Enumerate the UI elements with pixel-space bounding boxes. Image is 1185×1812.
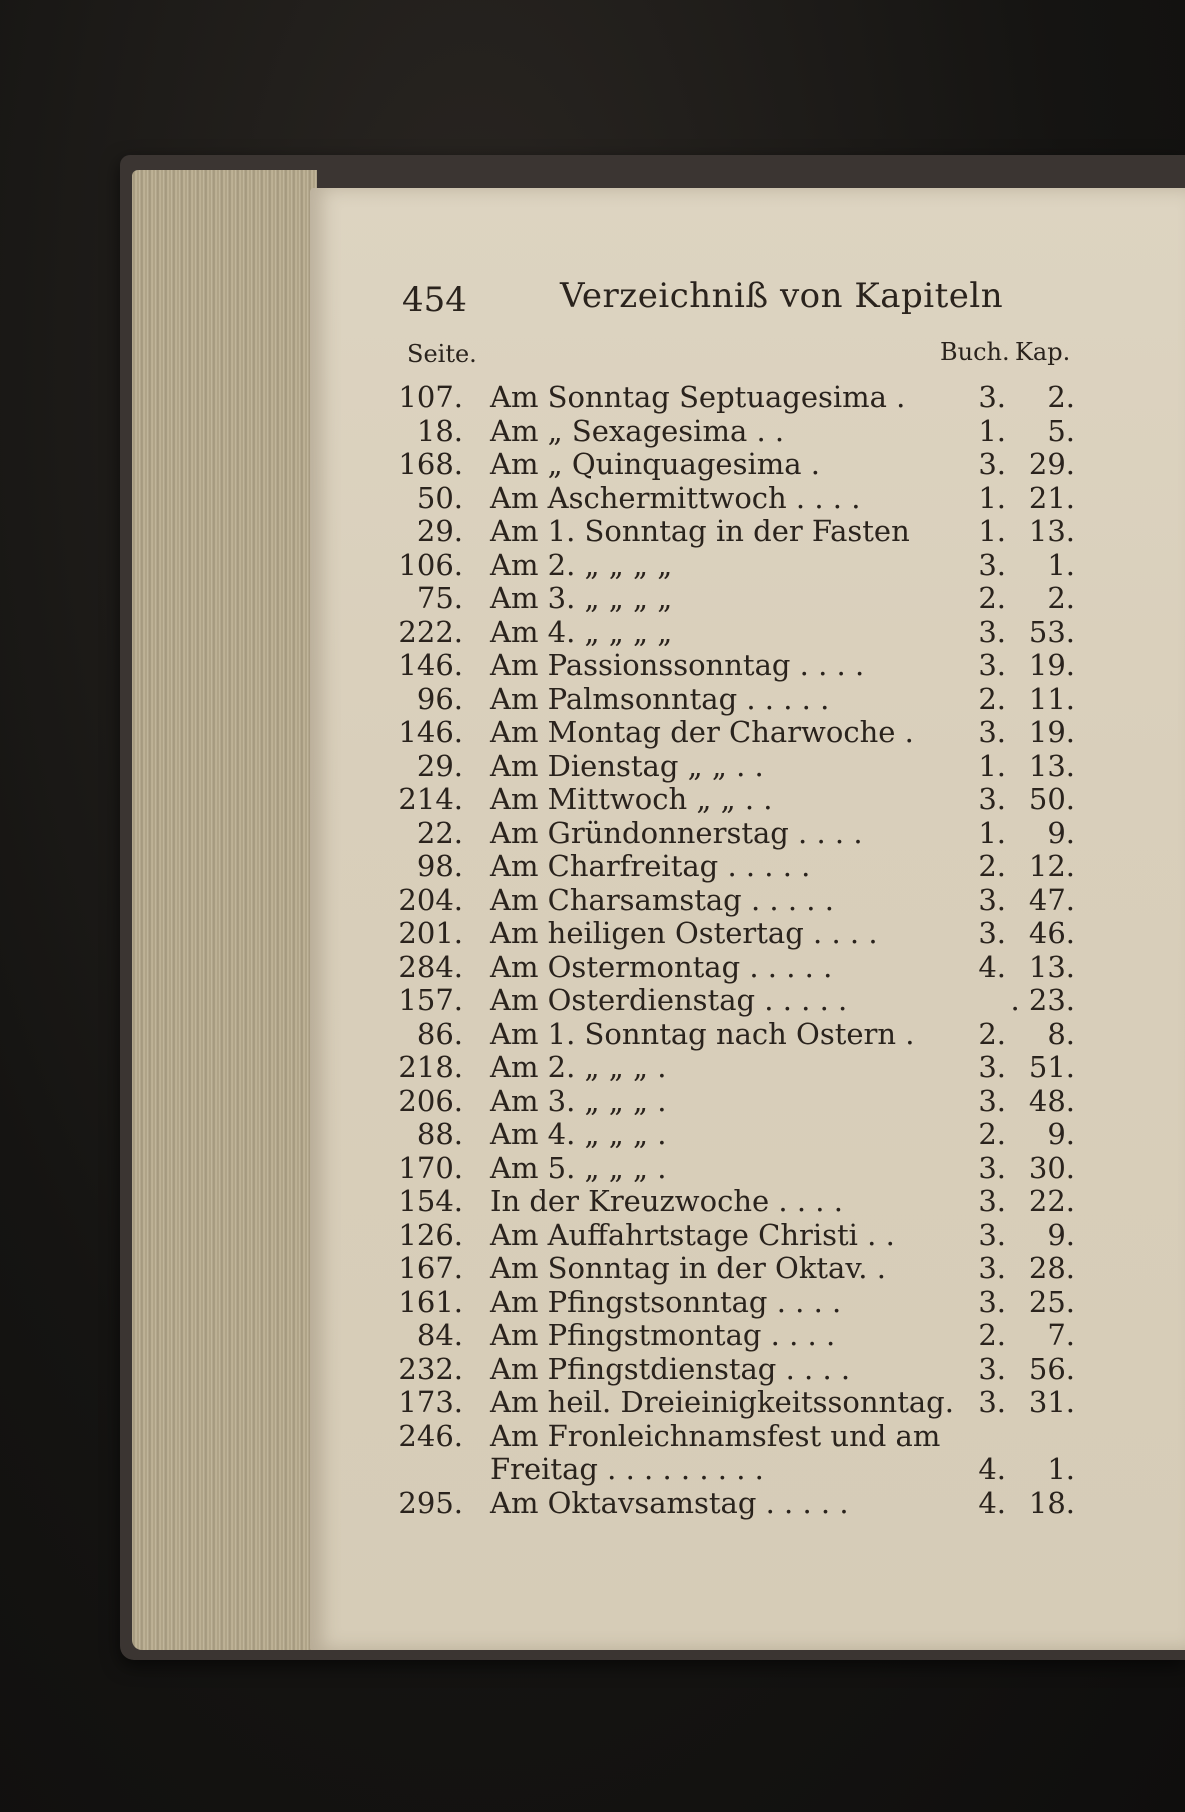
index-row xyxy=(0,447,1185,481)
entry-seite: 146. xyxy=(398,648,463,682)
column-header-buch: Buch. xyxy=(940,338,1010,366)
entry-seite: 29. xyxy=(416,514,463,548)
entry-seite: 157. xyxy=(398,983,463,1017)
index-row xyxy=(0,715,1185,749)
entry-title: Am 5. „ „ „ . xyxy=(490,1150,667,1185)
page-number: 454 xyxy=(402,280,467,320)
entry-buch: 3. xyxy=(978,1385,1006,1419)
entry-seite: 29. xyxy=(416,748,463,783)
index-row xyxy=(0,1017,1185,1051)
entry-seite: 75. xyxy=(416,581,463,615)
entry-title: Am Pfingstmontag . . . . xyxy=(490,1318,836,1352)
entry-seite: 218. xyxy=(398,1050,463,1084)
index-row xyxy=(0,1419,1185,1453)
index-row xyxy=(0,916,1185,950)
entry-kap: 25. xyxy=(1028,1284,1075,1319)
entry-title: Am Passionssonntag . . . . xyxy=(490,648,865,682)
index-row xyxy=(0,883,1185,917)
entry-kap: 13. xyxy=(1028,949,1075,984)
entry-kap: . 23. xyxy=(1010,983,1075,1017)
entry-kap: 11. xyxy=(1028,681,1075,716)
entry-kap: 2. xyxy=(1047,581,1075,615)
entry-buch: 3. xyxy=(978,614,1006,649)
index-row xyxy=(0,849,1185,883)
index-row xyxy=(0,1352,1185,1386)
entry-buch: 2. xyxy=(978,849,1006,883)
entry-seite: 167. xyxy=(398,1251,463,1285)
entry-buch: 3. xyxy=(978,1251,1006,1285)
entry-kap: 47. xyxy=(1028,882,1075,917)
entry-seite: 161. xyxy=(398,1284,463,1319)
entry-kap: 19. xyxy=(1028,715,1075,749)
entry-kap: 1. xyxy=(1047,1452,1075,1486)
entry-buch: 3. xyxy=(978,380,1006,414)
entry-title: Am 4. „ „ „ „ xyxy=(490,614,673,649)
entry-seite: 168. xyxy=(398,447,463,481)
entry-title: Am Charfreitag . . . . . xyxy=(490,849,811,883)
index-row xyxy=(0,749,1185,783)
entry-seite: 106. xyxy=(398,547,463,582)
entry-title: Am Pfingstsonntag . . . . xyxy=(490,1284,842,1319)
index-row xyxy=(0,615,1185,649)
entry-title: Am Osterdienstag . . . . . xyxy=(490,983,848,1017)
index-row xyxy=(0,514,1185,548)
entry-seite: 222. xyxy=(398,614,463,649)
column-header-kap: Kap. xyxy=(1015,338,1071,366)
entry-kap: 53. xyxy=(1028,614,1075,649)
entry-kap: 13. xyxy=(1028,748,1075,783)
entry-title: Am Sonntag Septuagesima . xyxy=(490,380,906,414)
entry-title: Am Pfingstdienstag . . . . xyxy=(490,1351,851,1386)
entry-title: Freitag . . . . . . . . . xyxy=(490,1452,764,1486)
index-row xyxy=(0,1084,1185,1118)
entry-title: Am „ Sexagesima . . xyxy=(490,413,785,448)
entry-kap: 56. xyxy=(1028,1351,1075,1386)
entry-buch: 3. xyxy=(978,1184,1006,1218)
entry-title: Am Aschermittwoch . . . . xyxy=(490,480,861,515)
entry-title: Am Palmsonntag . . . . . xyxy=(490,681,830,716)
entry-kap: 1. xyxy=(1047,547,1075,582)
entry-buch: 3. xyxy=(978,1150,1006,1185)
entry-buch: 2. xyxy=(978,581,1006,615)
entry-seite: 22. xyxy=(416,815,463,850)
index-row xyxy=(0,1184,1185,1218)
index-row xyxy=(0,581,1185,615)
entry-seite: 173. xyxy=(398,1385,463,1419)
index-row xyxy=(0,682,1185,716)
index-row xyxy=(0,1218,1185,1252)
index-row xyxy=(0,1486,1185,1520)
entry-title: Am Montag der Charwoche . xyxy=(490,715,914,749)
entry-title: Am Mittwoch „ „ . . xyxy=(490,782,773,816)
entry-title: Am 3. „ „ „ . xyxy=(490,1083,667,1118)
entry-kap: 30. xyxy=(1028,1150,1075,1185)
entry-buch: 4. xyxy=(978,949,1006,984)
entry-title: Am 3. „ „ „ „ xyxy=(490,581,673,615)
index-row xyxy=(0,1285,1185,1319)
entry-kap: 12. xyxy=(1028,849,1075,883)
entry-title: Am 1. Sonntag nach Ostern . xyxy=(490,1016,915,1051)
entry-title: Am heil. Dreieinigkeitssonntag. xyxy=(490,1385,954,1419)
entry-seite: 206. xyxy=(398,1083,463,1118)
index-row xyxy=(0,414,1185,448)
entry-buch: 1. xyxy=(978,413,1006,448)
entry-seite: 98. xyxy=(416,849,463,883)
entry-buch: 1. xyxy=(978,748,1006,783)
entry-title: Am Dienstag „ „ . . xyxy=(490,748,764,783)
entry-kap: 9. xyxy=(1047,1217,1075,1252)
entry-seite: 154. xyxy=(398,1184,463,1218)
entry-kap: 18. xyxy=(1028,1485,1075,1520)
entry-buch: 3. xyxy=(978,1351,1006,1386)
entry-seite: 18. xyxy=(416,413,463,448)
entry-seite: 246. xyxy=(398,1418,463,1453)
index-row xyxy=(0,1318,1185,1352)
entry-buch: 2. xyxy=(978,1016,1006,1051)
index-row xyxy=(0,950,1185,984)
entry-title: Am 2. „ „ „ „ xyxy=(490,547,673,582)
entry-title: Am 2. „ „ „ . xyxy=(490,1050,667,1084)
entry-title: Am „ Quinquagesima . xyxy=(490,447,820,481)
entry-buch: 3. xyxy=(978,1083,1006,1118)
entry-kap: 31. xyxy=(1028,1385,1075,1419)
index-row xyxy=(0,1151,1185,1185)
entry-buch: 3. xyxy=(978,1050,1006,1084)
index-row xyxy=(0,816,1185,850)
entry-seite: 295. xyxy=(398,1485,463,1520)
index-row xyxy=(0,1050,1185,1084)
entry-seite: 107. xyxy=(398,380,463,414)
entry-title: Am Oktavsamstag . . . . . xyxy=(490,1485,849,1520)
entry-buch: 3. xyxy=(978,715,1006,749)
entry-buch: 1. xyxy=(978,815,1006,850)
entry-buch: 1. xyxy=(978,514,1006,548)
entry-title: Am Charsamstag . . . . . xyxy=(490,882,834,917)
entry-kap: 29. xyxy=(1028,447,1075,481)
entry-seite: 96. xyxy=(416,681,463,716)
entry-title: Am 1. Sonntag in der Fasten xyxy=(490,514,910,548)
entry-kap: 9. xyxy=(1047,815,1075,850)
entry-kap: 51. xyxy=(1028,1050,1075,1084)
entry-buch: 3. xyxy=(978,1284,1006,1319)
entry-buch: 3. xyxy=(978,648,1006,682)
entry-kap: 50. xyxy=(1028,782,1075,816)
index-row xyxy=(0,1117,1185,1151)
entry-kap: 2. xyxy=(1047,380,1075,414)
entry-title: Am heiligen Ostertag . . . . xyxy=(490,916,878,950)
entry-buch: 2. xyxy=(978,681,1006,716)
entry-seite: 170. xyxy=(398,1150,463,1185)
entry-kap: 5. xyxy=(1047,413,1075,448)
entry-buch: 3. xyxy=(978,547,1006,582)
index-row xyxy=(0,380,1185,414)
entry-seite: 86. xyxy=(416,1016,463,1051)
entry-buch: 3. xyxy=(978,882,1006,917)
entry-seite: 204. xyxy=(398,882,463,917)
entry-kap: 21. xyxy=(1028,480,1075,515)
entry-seite: 126. xyxy=(398,1217,463,1252)
column-header-seite: Seite. xyxy=(407,340,477,368)
entry-title: Am Sonntag in der Oktav. . xyxy=(490,1251,886,1285)
entry-title: Am 4. „ „ „ . xyxy=(490,1117,667,1151)
entry-title: In der Kreuzwoche . . . . xyxy=(490,1184,843,1218)
entry-kap: 9. xyxy=(1047,1117,1075,1151)
entry-buch: 3. xyxy=(978,916,1006,950)
entry-buch: 4. xyxy=(978,1485,1006,1520)
index-row xyxy=(0,983,1185,1017)
index-row xyxy=(0,1452,1185,1486)
entry-seite: 88. xyxy=(416,1117,463,1151)
entry-kap: 48. xyxy=(1028,1083,1075,1118)
entry-buch: 2. xyxy=(978,1318,1006,1352)
index-row xyxy=(0,548,1185,582)
index-row xyxy=(0,782,1185,816)
entry-title: Am Gründonnerstag . . . . xyxy=(490,815,863,850)
entry-seite: 232. xyxy=(398,1351,463,1386)
index-row xyxy=(0,1385,1185,1419)
index-row xyxy=(0,481,1185,515)
entry-seite: 214. xyxy=(398,782,463,816)
index-row xyxy=(0,648,1185,682)
entry-seite: 201. xyxy=(398,916,463,950)
entry-kap: 19. xyxy=(1028,648,1075,682)
entry-title: Am Auffahrtstage Christi . . xyxy=(490,1217,895,1252)
entry-kap: 28. xyxy=(1028,1251,1075,1285)
entry-kap: 7. xyxy=(1047,1318,1075,1352)
entry-seite: 146. xyxy=(398,715,463,749)
entry-seite: 50. xyxy=(416,480,463,515)
entry-kap: 8. xyxy=(1047,1016,1075,1051)
entry-title: Am Fronleichnamsfest und am xyxy=(490,1418,941,1453)
entry-kap: 13. xyxy=(1028,514,1075,548)
entry-buch: 3. xyxy=(978,447,1006,481)
entry-title: Am Ostermontag . . . . . xyxy=(490,949,833,984)
entry-buch: 3. xyxy=(978,782,1006,816)
entry-seite: 84. xyxy=(416,1318,463,1352)
index-row xyxy=(0,1251,1185,1285)
entry-buch: 3. xyxy=(978,1217,1006,1252)
entry-seite: 284. xyxy=(398,949,463,984)
running-title: Verzeichniß von Kapiteln xyxy=(560,276,1004,316)
entry-buch: 1. xyxy=(978,480,1006,515)
entry-buch: 2. xyxy=(978,1117,1006,1151)
entry-kap: 46. xyxy=(1028,916,1075,950)
entry-buch: 4. xyxy=(978,1452,1006,1486)
entry-kap: 22. xyxy=(1028,1184,1075,1218)
